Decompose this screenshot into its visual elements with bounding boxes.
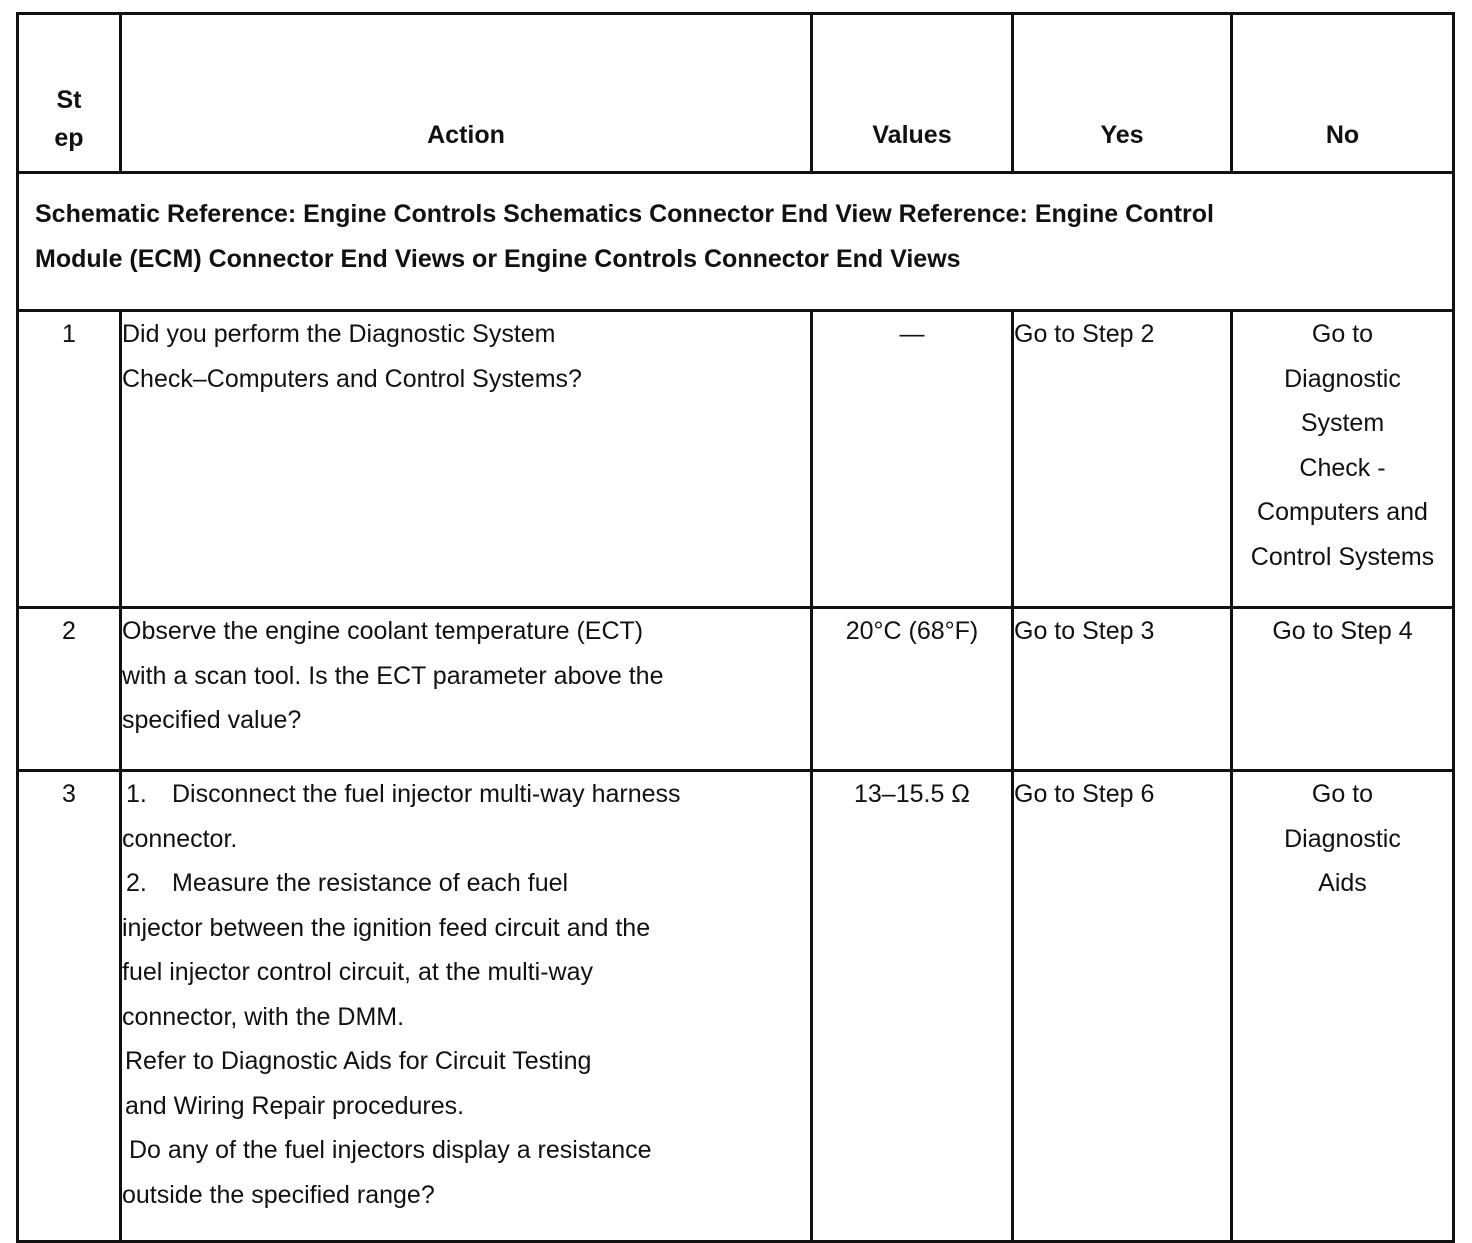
no-line: System: [1300, 409, 1385, 437]
table-row: [18, 608, 1454, 771]
action-line: connector, with the DMM.: [122, 1002, 405, 1031]
diagnostic-table: [16, 12, 1455, 1243]
header-step: [18, 14, 121, 173]
header-row: [18, 14, 1454, 173]
header-no: No: [1232, 14, 1454, 173]
step-number: 1: [18, 311, 121, 608]
action-line: Measure the resistance of each fuel: [172, 869, 569, 897]
action-cell: [121, 311, 812, 608]
step-number: 3: [18, 771, 121, 1242]
action-cell: [121, 608, 812, 771]
action-line: Do any of the fuel injectors display a resistance: [129, 1136, 652, 1164]
action-line: with a scan tool. Is the ECT parameter above the: [122, 661, 664, 690]
action-list-item: [122, 861, 810, 906]
reference-line: Schematic Reference: Engine Controls Schematics Connector End View Reference: Engine Control: [35, 200, 1214, 228]
action-line: Disconnect the fuel injector multi-way harness: [172, 780, 681, 808]
action-line: Check–Computers and Control Systems?: [122, 364, 582, 393]
schematic-reference: [18, 173, 1454, 311]
value-cell: [812, 311, 1013, 608]
yes-cell: Go to Step 3: [1013, 608, 1232, 771]
table-row: [18, 311, 1454, 608]
step-number: 2: [18, 608, 121, 771]
no-line: Control Systems: [1250, 542, 1435, 571]
action-line: Refer to Diagnostic Aids for Circuit Testing: [125, 1047, 592, 1075]
value-cell: 13–15.5 Ω: [812, 771, 1013, 1242]
action-cell: [121, 771, 812, 1242]
action-line: and Wiring Repair procedures.: [125, 1091, 465, 1120]
value-text: —: [899, 320, 925, 348]
no-line: Diagnostic: [1284, 824, 1401, 853]
action-list-item: [122, 772, 810, 817]
no-line: Check -: [1299, 453, 1386, 482]
no-line: Go to: [1311, 320, 1374, 348]
action-line: Observe the engine coolant temperature (ECT): [122, 617, 644, 645]
list-number: 1.: [126, 780, 147, 808]
list-number: 2.: [126, 869, 147, 897]
header-values: Values: [812, 14, 1013, 173]
reference-line: Module (ECM) Connector End Views or Engine Controls Connector End Views: [35, 245, 961, 273]
action-line: injector between the ignition feed circuit and the: [122, 913, 651, 942]
reference-row: [18, 173, 1454, 311]
no-cell: [1232, 771, 1454, 1242]
header-step-line: ep: [54, 124, 84, 152]
no-cell: Go to Step 4: [1232, 608, 1454, 771]
yes-cell: Go to Step 2: [1013, 311, 1232, 608]
value-cell: 20°C (68°F): [812, 608, 1013, 771]
table-row: [18, 771, 1454, 1242]
action-line: Did you perform the Diagnostic System: [122, 320, 556, 348]
action-line: specified value?: [122, 706, 302, 734]
no-cell: [1232, 311, 1454, 608]
yes-cell: Go to Step 6: [1013, 771, 1232, 1242]
header-action: Action: [121, 14, 812, 173]
action-line: fuel injector control circuit, at the multi-way: [122, 958, 594, 986]
no-line: Diagnostic: [1284, 364, 1401, 393]
action-line: outside the specified range?: [122, 1180, 435, 1209]
no-line: Computers and: [1257, 498, 1428, 526]
header-step-line: St: [56, 86, 82, 114]
action-line: connector.: [122, 824, 238, 853]
no-line: Go to: [1311, 780, 1374, 808]
no-line: Aids: [1318, 869, 1367, 897]
header-yes: Yes: [1013, 14, 1232, 173]
